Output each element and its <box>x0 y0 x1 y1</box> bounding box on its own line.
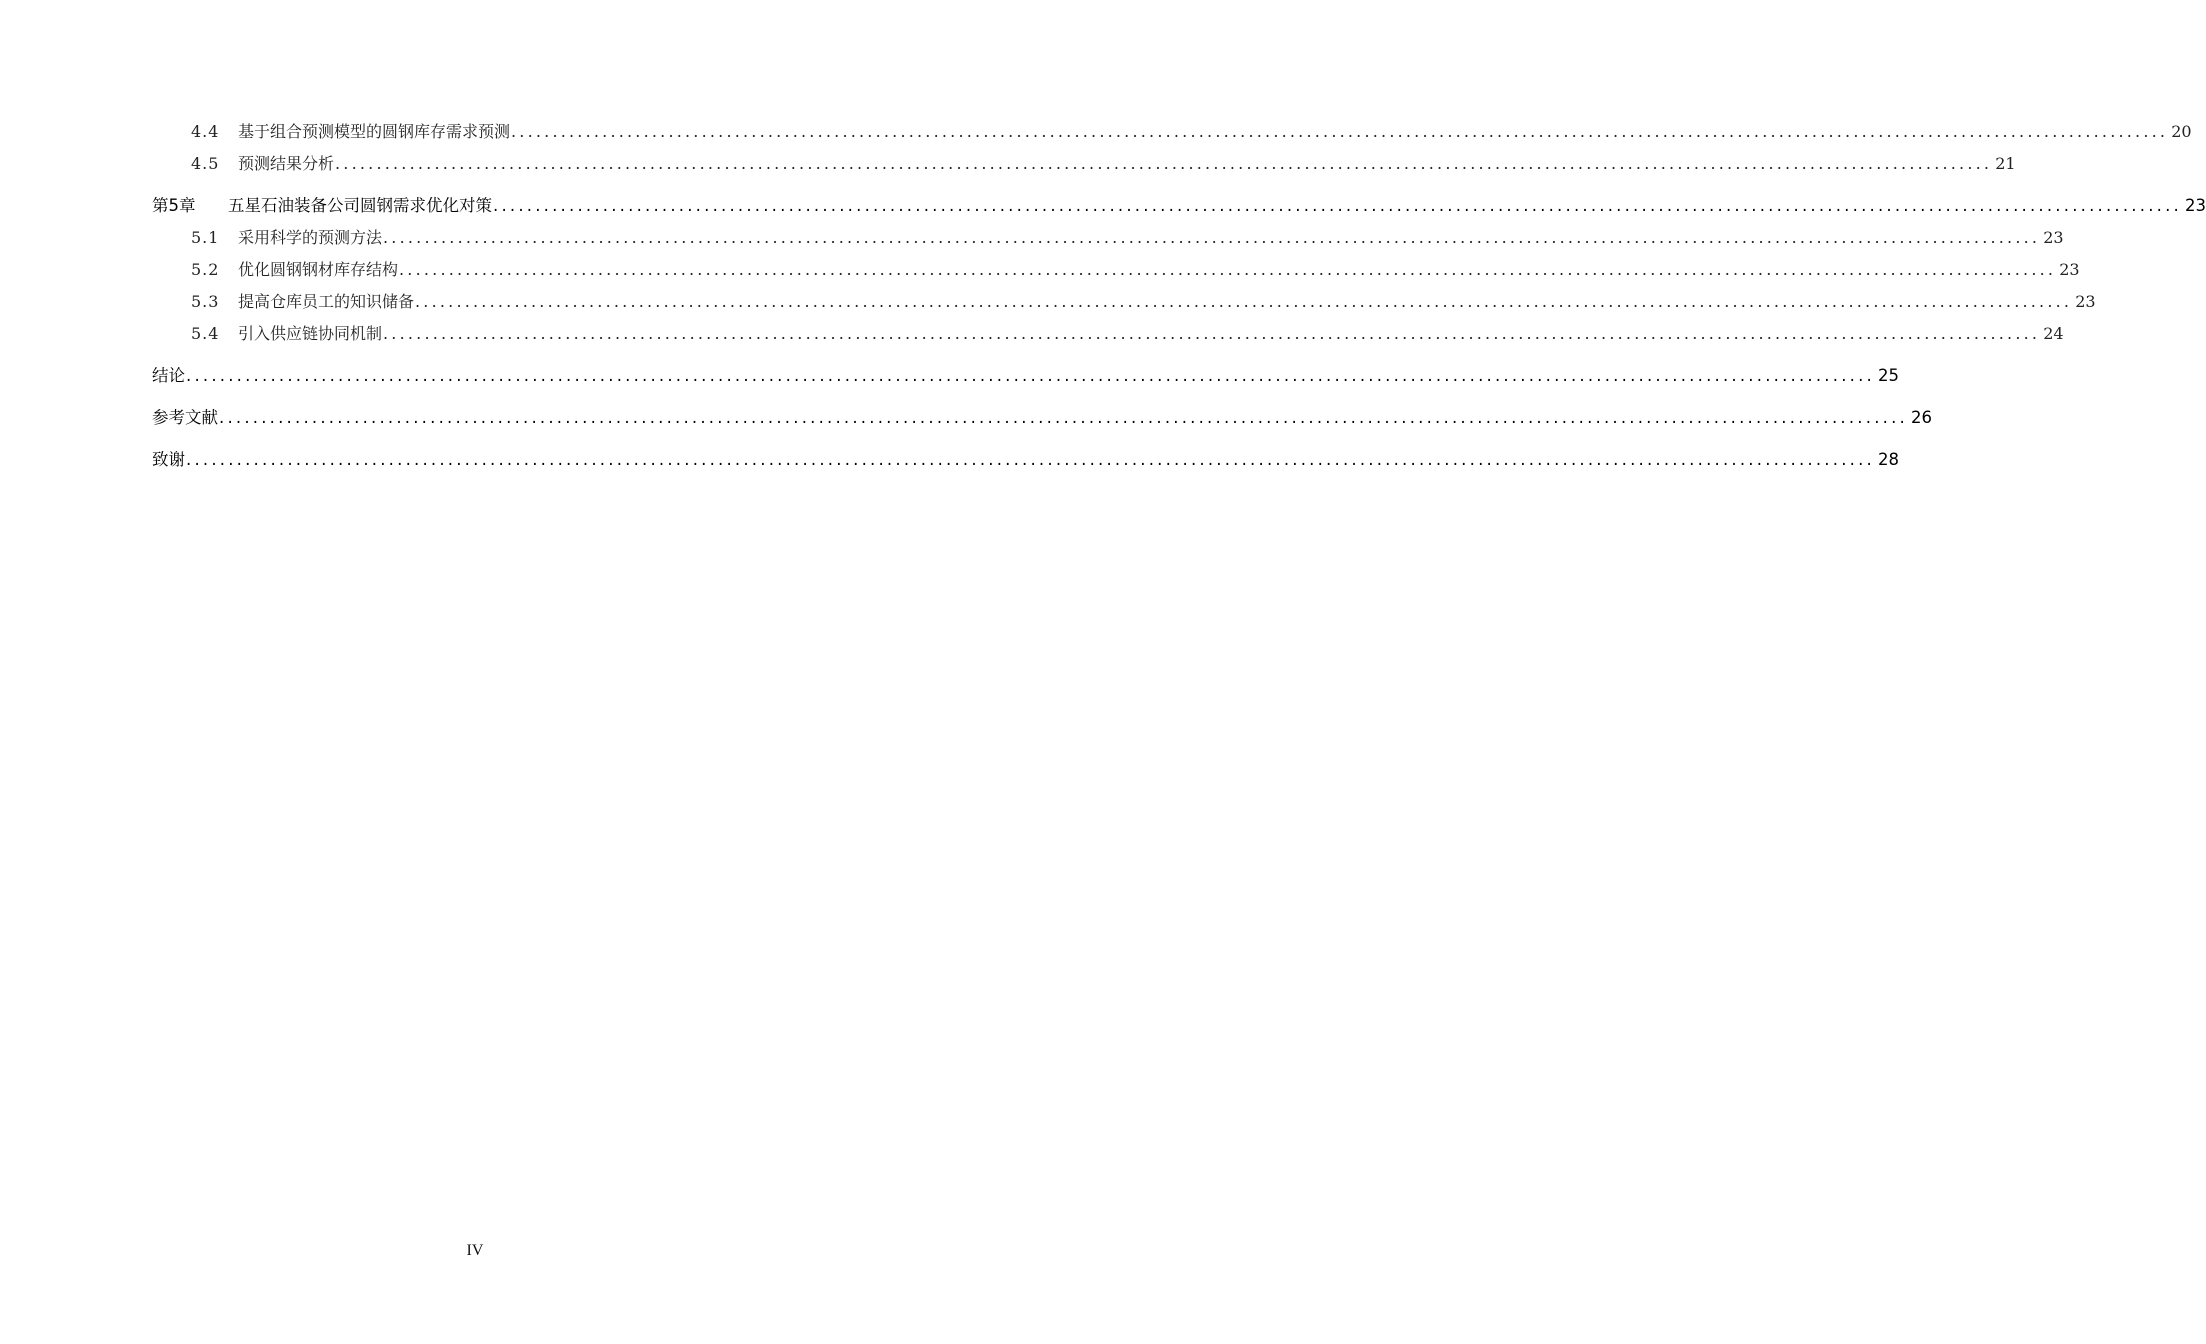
toc-entry-acknowledgements[interactable] <box>152 443 1899 476</box>
page-number-footer: IV <box>466 1242 484 1259</box>
toc-dot-leader: ........................................................................................................................................................................................................ <box>335 154 1993 173</box>
toc-dot-leader: ........................................................................................................................................................................................................ <box>186 450 1875 469</box>
toc-entry-5-3[interactable] <box>152 286 2096 318</box>
toc-dot-leader: ........................................................................................................................................................................................................ <box>383 324 2041 343</box>
toc-entry-5-1[interactable] <box>152 222 2064 254</box>
toc-entry-page: 28 <box>1877 450 1899 469</box>
toc-entry-title: 提高仓库员工的知识储备 <box>238 292 415 311</box>
toc-entry-number: 5.4 <box>191 324 220 343</box>
toc-entry-page: 23 <box>2043 228 2064 247</box>
toc-entry-5-4[interactable] <box>152 318 2064 350</box>
toc-entry-page: 25 <box>1877 366 1899 385</box>
toc-entry-4-4[interactable] <box>152 116 2192 148</box>
toc-entry-title: 预测结果分析 <box>238 154 335 173</box>
toc-entry-number: 5.1 <box>191 228 220 247</box>
toc-entry-title: 优化圆钢钢材库存结构 <box>238 260 399 279</box>
toc-entry-title: 基于组合预测模型的圆钢库存需求预测 <box>238 122 511 141</box>
toc-dot-leader: ........................................................................................................................................................................................................ <box>399 260 2057 279</box>
toc-entry-title: 致谢 <box>152 450 185 469</box>
toc-entry-4-5[interactable] <box>152 148 2016 180</box>
toc-entry-page: 23 <box>2075 292 2096 311</box>
toc-dot-leader: ........................................................................................................................................................................................................ <box>186 366 1875 385</box>
toc-entry-number: 4.5 <box>191 154 220 173</box>
table-of-contents <box>152 116 2206 476</box>
toc-entry-title: 结论 <box>152 366 185 385</box>
toc-entry-page: 26 <box>1910 408 1932 427</box>
toc-dot-leader: ........................................................................................................................................................................................................ <box>511 122 2169 141</box>
toc-entry-title: 采用科学的预测方法 <box>238 228 383 247</box>
toc-entry-page: 21 <box>1995 154 2016 173</box>
toc-entry-number: 5.3 <box>191 292 220 311</box>
toc-dot-leader: ........................................................................................................................................................................................................ <box>493 196 2182 215</box>
toc-entry-conclusion[interactable] <box>152 359 1899 392</box>
toc-entry-title: 引入供应链协同机制 <box>238 324 383 343</box>
toc-entry-references[interactable] <box>152 401 1932 434</box>
toc-entry-5-2[interactable] <box>152 254 2080 286</box>
toc-dot-leader: ........................................................................................................................................................................................................ <box>219 408 1908 427</box>
toc-dot-leader: ........................................................................................................................................................................................................ <box>415 292 2073 311</box>
toc-entry-page: 23 <box>2059 260 2080 279</box>
toc-dot-leader: ........................................................................................................................................................................................................ <box>383 228 2041 247</box>
toc-entry-number: 4.4 <box>191 122 220 141</box>
toc-entry-title: 参考文献 <box>152 408 218 427</box>
toc-entry-number: 第5章 <box>152 196 196 215</box>
toc-entry-title: 五星石油装备公司圆钢需求优化对策 <box>228 196 492 215</box>
toc-entry-chapter-5[interactable] <box>152 190 2206 222</box>
toc-entry-page: 20 <box>2171 122 2192 141</box>
toc-entry-page: 23 <box>2184 196 2206 215</box>
toc-entry-number: 5.2 <box>191 260 220 279</box>
toc-entry-page: 24 <box>2043 324 2064 343</box>
